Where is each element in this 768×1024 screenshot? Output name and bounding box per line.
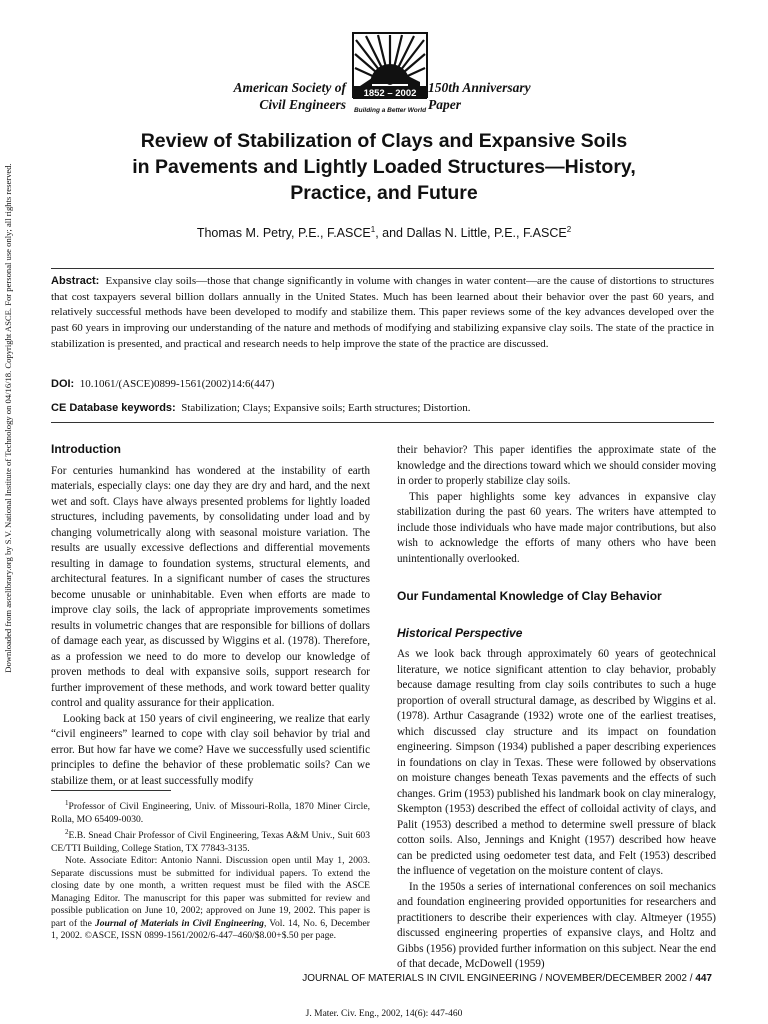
footnote-1 [51,797,370,826]
right-column [397,443,716,973]
author-joiner: , and [375,226,407,241]
footnote-1-marker: 1 [65,799,69,807]
editorial-note [51,855,370,943]
footnote-2-marker: 2 [65,828,69,837]
title-line-3: Practice, and Future [290,182,478,204]
anniversary-line-2: Paper [428,97,461,112]
page-number: 447 [695,973,712,984]
logo-tagline: Building a Better World [353,107,427,114]
left-column [51,442,370,789]
author-1-affiliation: 1 [370,225,376,234]
anniversary-label [428,79,628,113]
paper-title [60,128,708,206]
society-line-2: Civil Engineers [259,97,346,112]
right-paragraph-1: their behavior? This paper identifies the approximate state of the knowledge and the directions toward which we should consider moving in order to properly stabilize clay soils. [397,444,716,487]
footnote-1-text: Professor of Civil Engineering, Univ. of Missouri-Rolla, 1870 Miner Circle, Rolla, MO 65409-0030. [51,801,370,825]
title-line-2: in Pavements and Lightly Loaded Structures—History, [132,156,636,178]
footnotes [51,797,370,943]
title-line-1: Review of Stabilization of Clays and Expansive Soils [140,130,628,152]
anniversary-line-1: 150th Anniversary [428,80,531,95]
footnote-2-text: E.B. Snead Chair Professor of Civil Engineering, Texas A&M Univ., Suit 603 CE/TTI Building, College Station, TX 77843-3135. [51,830,370,854]
journal-footer [302,973,712,984]
author-2: Dallas N. Little, P.E., F.ASCE [406,226,567,241]
clay-behavior-heading: Our Fundamental Knowledge of Clay Behavior [397,589,662,603]
author-1: Thomas M. Petry, P.E., F.ASCE [196,226,371,241]
historical-perspective-heading: Historical Perspective [397,625,523,640]
author-2-affiliation: 2 [566,225,572,234]
editorial-note-tail: , Vol. 14, No. 6, December 1, 2002. ©ASCE, ISSN 0899-1561/2002/6-447–460/$8.00+$.50 per page. [51,917,370,942]
society-name [150,79,346,113]
keywords-label: CE Database keywords: [51,402,176,414]
abstract-label: Abstract: [51,275,100,287]
abstract-bottom-rule [51,422,714,423]
intro-paragraph-2: Looking back at 150 years of civil engineering, we realize that early “civil engineers” learned to cope with clay soil behavior by trial and error. But how far have we come? Have we successfully used scientific principles to define the behavior of these problematic soils? Can we stabilize them, or at least successfully modify [51,712,370,787]
right-paragraph-2: This paper highlights some key advances in expansive clay stabilization during the past 60 years. The writers have attempted to include those individuals who have made major contributions, but also wish to acknowledge the efforts of many others who have been unintentionally overlooked. [397,490,716,565]
intro-paragraph-1: For centuries humankind has wondered at the instability of earth materials, especially clays: one day they are dry and hard, and the next wet and soft. Clays have always presented problems for lightly loaded structures, including pavements, by consolidating under load and by changing volumetrically along with seasonal moisture variation. The results are usually excessive deflections and differential movements resulting in damage to foundation systems, structural elements, and architectural features. In a significant number of cases the structures become unusable or uninhabitable. Even when efforts are made to improve clay soils, the lack of appropriate improvements sometimes results in volumetric changes that are responsible for billions of dollars of damage each year, as discussed by Wiggins et al. (1978). Therefore, as a profession we need to do more to develop our knowledge of proven methods to deal with expansive soils, support research for further improvement of these methods, and work toward better quality control and quality assurance for their application. [51,464,370,709]
citation-line: J. Mater. Civ. Eng., 2002, 14(6): 447-460 [305,1009,463,1019]
doi-line [51,377,274,391]
right-paragraph-4: In the 1950s a series of international conferences on soil mechanics and foundation engineering provided opportunities for researchers and practitioners to describe their experiences with clay. Altmeyer (1955) discussed engineering properties of expansive clays, and Holtz and Gibbs (1956) provided further information on this subject. Near the end of that decade, McDowell (1959) [397,880,716,970]
asce-anniversary-logo [352,32,428,120]
keywords-line [51,401,471,415]
introduction-heading: Introduction [51,442,121,456]
footnote-2 [51,826,370,855]
author-list [60,225,708,240]
doi-value[interactable]: 10.1061/(ASCE)0899-1561(2002)14:6(447) [79,378,275,390]
editorial-note-journal: Journal of Materials in Civil Engineering [94,917,264,929]
download-notice: Downloaded from ascelibrary.org by S.V. National Institute of Technology on 04/16/18. Copyright ASCE. For personal use only; all rights reserved. [3,163,13,673]
society-line-1: American Society of [233,80,346,95]
right-paragraph-3: As we look back through approximately 60 years of geotechnical literature, we notice significant attention to clay behavior, probably because damage resulting from clay soils contributes to such a huge proportion of overall structural damage, as described by Wiggins et al. (1978). Arthur Casagrande (1932) wrote one of the earliest treatises, which discussed clay structure and its impact on foundation engineering. Simpson (1934) published a paper describing experiences in foundations on clay in Texas. These were followed by observations on moisture changes beneath Texas pavements and the effects of such changes. Grim (1953) published his landmark book on clay mineralogy, Skempton (1953) described the effect of colloidal activity of clays, and Palit (1953) described a method to determine swell pressure of black cotton soils. Also, Jennings and Knight (1957) described how heave can be predicted using oedometer test data, and Felt (1953) described the influence of vegetation on the moisture content of clays. [397,648,716,877]
abstract [51,274,714,353]
logo-years: 1852 – 2002 [363,88,417,99]
doi-label: DOI: [51,378,75,390]
keywords-value: Stabilization; Clays; Expansive soils; Earth structures; Distortion. [181,402,471,414]
abstract-top-rule [51,268,714,269]
footnote-rule [51,790,171,791]
sunburst-logo-icon [352,32,428,120]
journal-name: JOURNAL OF MATERIALS IN CIVIL ENGINEERING / NOVEMBER/DECEMBER 2002 / [302,973,696,984]
editorial-note-text: Note. Associate Editor: Antonio Nanni. Discussion open until May 1, 2003. Separate discussions must be submitted for individual papers. To extend the closing date by one month, a written request must be filed with the ASCE Managing Editor. The manuscript for this paper was submitted for review and possible publication on June 10, 2002; approved on June 19, 2002. This paper is part of the [51,855,370,929]
abstract-text: Expansive clay soils—those that change significantly in volume with changes in water content—are the cause of distortions to structures that cost taxpayers several billion dollars annually in the United States. Much has been learned about their behavior over the past 60 years, and relatively successful methods have been developed to modify and stabilize them. This paper reviews some of the key advances developed over the past 60 years in improving our understanding of the nature and methods of modifying and stabilizing expansive clay soils. The state of the practice in stabilization is presented, and practical and research needs to help improve the state of the practice are discussed. [51,275,715,350]
